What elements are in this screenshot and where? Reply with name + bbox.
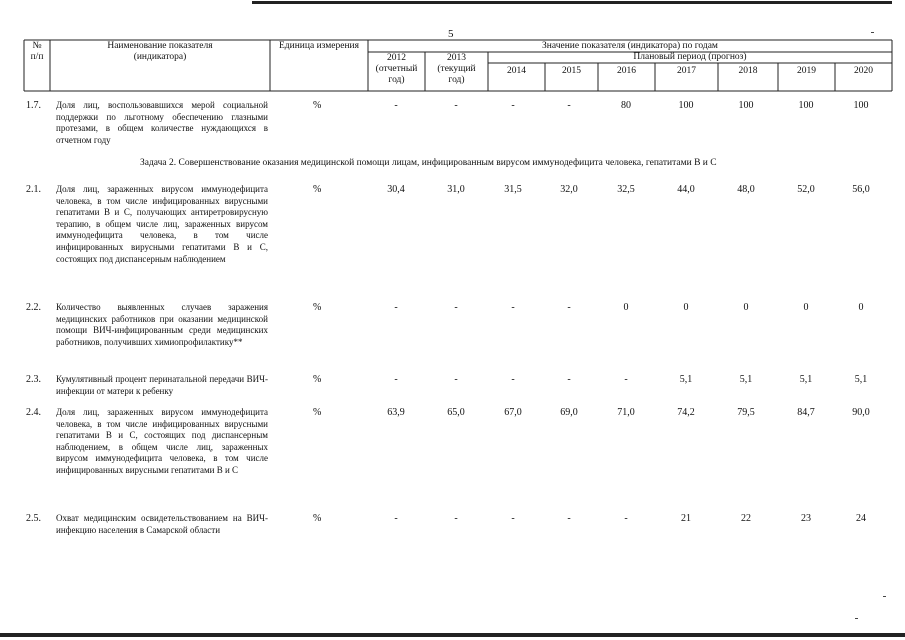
year-2013-sub1: (текущий	[437, 64, 476, 74]
value-2015: -	[567, 374, 571, 385]
value-2014: -	[511, 513, 515, 524]
header-values: Значение показателя (индикатора) по годам	[542, 41, 718, 51]
header-planned: Плановый период (прогноз)	[633, 52, 747, 62]
value-2012: -	[394, 302, 398, 313]
row-unit: %	[313, 513, 322, 524]
row-number: 1.7.	[26, 100, 41, 111]
value-2012: -	[394, 513, 398, 524]
scan-mark	[883, 596, 886, 597]
header-num-line1: №	[32, 41, 42, 51]
value-2017: 74,2	[677, 407, 695, 418]
value-2012: 63,9	[387, 407, 405, 418]
value-2013: 65,0	[447, 407, 465, 418]
row-unit: %	[313, 184, 322, 195]
year-2012-sub1: (отчетный	[375, 64, 418, 74]
value-2013: -	[454, 374, 458, 385]
value-2020: 0	[858, 302, 864, 313]
value-2013: -	[454, 100, 458, 111]
header-name-line2: (индикатора)	[133, 52, 187, 62]
year-2014: 2014	[507, 66, 526, 76]
value-2015: 69,0	[560, 407, 578, 418]
value-2019: 5,1	[799, 374, 813, 385]
row-unit: %	[313, 100, 322, 111]
value-2012: 30,4	[387, 184, 405, 195]
value-2018: 0	[743, 302, 749, 313]
row-number: 2.5.	[26, 513, 41, 524]
value-2013: 31,0	[447, 184, 465, 195]
value-2016: -	[624, 374, 628, 385]
value-2016: 0	[623, 302, 629, 313]
header-num-line2: п/п	[30, 52, 44, 62]
value-2014: -	[511, 100, 515, 111]
year-2012: 2012	[387, 53, 406, 63]
value-2018: 22	[741, 513, 751, 524]
value-2017: 21	[681, 513, 691, 524]
value-2017: 0	[683, 302, 689, 313]
value-2012: -	[394, 374, 398, 385]
row-unit: %	[313, 374, 322, 385]
header-name-line1: Наименование показателя	[107, 41, 213, 51]
header-year-2012	[368, 53, 425, 86]
value-2014: 67,0	[504, 407, 522, 418]
row-number: 2.1.	[26, 184, 41, 195]
row-indicator-name: Доля лиц, зараженных вирусом иммунодефицита человека, в том числе инфицированных вирусными гепатитами В и С, состоящих под диспансерным наблюдением, в общем числе лиц, зараженных вирусом иммунодефицита человека, в том числе инфицированных вирусными гепатитами В и С	[56, 407, 268, 475]
top-rule	[252, 1, 892, 4]
bottom-rule	[0, 633, 905, 637]
value-2017: 100	[678, 100, 694, 111]
page-number: 5	[448, 28, 454, 40]
value-2019: 100	[798, 100, 814, 111]
value-2019: 84,7	[797, 407, 815, 418]
header-num	[24, 41, 50, 63]
value-2016: 32,5	[617, 184, 635, 195]
value-2020: 90,0	[852, 407, 870, 418]
row-indicator-name: Доля лиц, воспользовавшихся мерой социальной поддержки по льготному обеспечению глазными протезами, в общем количестве нуждающихся в отчетном году	[56, 100, 268, 145]
value-2018: 5,1	[739, 374, 753, 385]
value-2020: 24	[856, 513, 866, 524]
year-2013: 2013	[447, 53, 466, 63]
header-year-2013	[425, 53, 488, 86]
value-2017: 5,1	[679, 374, 693, 385]
row-indicator-name: Доля лиц, зараженных вирусом иммунодефицита человека, в том числе инфицированных вирусными гепатитами В и С, получающих антиретровирусную терапию, в общем числе лиц, зараженных вирусом иммунодефицита человека, в том числе инфицированных вирусными гепатитами В и С, состоящих под диспансерным наблюдением	[56, 184, 268, 264]
value-2018: 100	[738, 100, 754, 111]
year-2013-sub2: год)	[448, 75, 465, 85]
scan-mark	[871, 32, 874, 33]
value-2015: -	[567, 100, 571, 111]
value-2014: -	[511, 302, 515, 313]
value-2016: -	[624, 513, 628, 524]
value-2020: 56,0	[852, 184, 870, 195]
value-2015: 32,0	[560, 184, 578, 195]
row-number: 2.2.	[26, 302, 41, 313]
value-2018: 48,0	[737, 184, 755, 195]
value-2012: -	[394, 100, 398, 111]
row-unit: %	[313, 407, 322, 418]
value-2014: 31,5	[504, 184, 522, 195]
value-2016: 71,0	[617, 407, 635, 418]
value-2020: 100	[853, 100, 869, 111]
year-2015: 2015	[562, 66, 581, 76]
value-2019: 52,0	[797, 184, 815, 195]
value-2017: 44,0	[677, 184, 695, 195]
year-2020: 2020	[854, 66, 873, 76]
value-2019: 0	[803, 302, 809, 313]
year-2016: 2016	[617, 66, 636, 76]
value-2015: -	[567, 302, 571, 313]
row-indicator-name: Охват медицинским освидетельствованием на ВИЧ-инфекцию населения в Самарской области	[56, 513, 268, 535]
value-2019: 23	[801, 513, 811, 524]
row-indicator-name: Кумулятивный процент перинатальной передачи ВИЧ-инфекции от матери к ребенку	[56, 374, 268, 396]
task-2-heading: Задача 2. Совершенствование оказания медицинской помощи лицам, инфицированным вирусом иммунодефицита человека, гепатитами В и С	[140, 158, 717, 168]
year-2017: 2017	[677, 66, 696, 76]
row-number: 2.4.	[26, 407, 41, 418]
year-2012-sub2: год)	[388, 75, 405, 85]
value-2014: -	[511, 374, 515, 385]
year-2019: 2019	[797, 66, 816, 76]
value-2013: -	[454, 302, 458, 313]
header-unit: Единица измерения	[279, 41, 359, 51]
value-2013: -	[454, 513, 458, 524]
value-2018: 79,5	[737, 407, 755, 418]
value-2020: 5,1	[854, 374, 868, 385]
value-2016: 80	[621, 100, 631, 111]
row-indicator-name: Количество выявленных случаев заражения медицинских работников при оказании медицинской помощи ВИЧ-инфицированным среди медицинских работников, получивших химиопрофилактику**	[56, 302, 268, 347]
year-2018: 2018	[738, 66, 758, 76]
row-number: 2.3.	[26, 374, 41, 385]
value-2015: -	[567, 513, 571, 524]
header-name	[50, 41, 270, 63]
scan-mark	[855, 618, 858, 619]
row-unit: %	[313, 302, 322, 313]
